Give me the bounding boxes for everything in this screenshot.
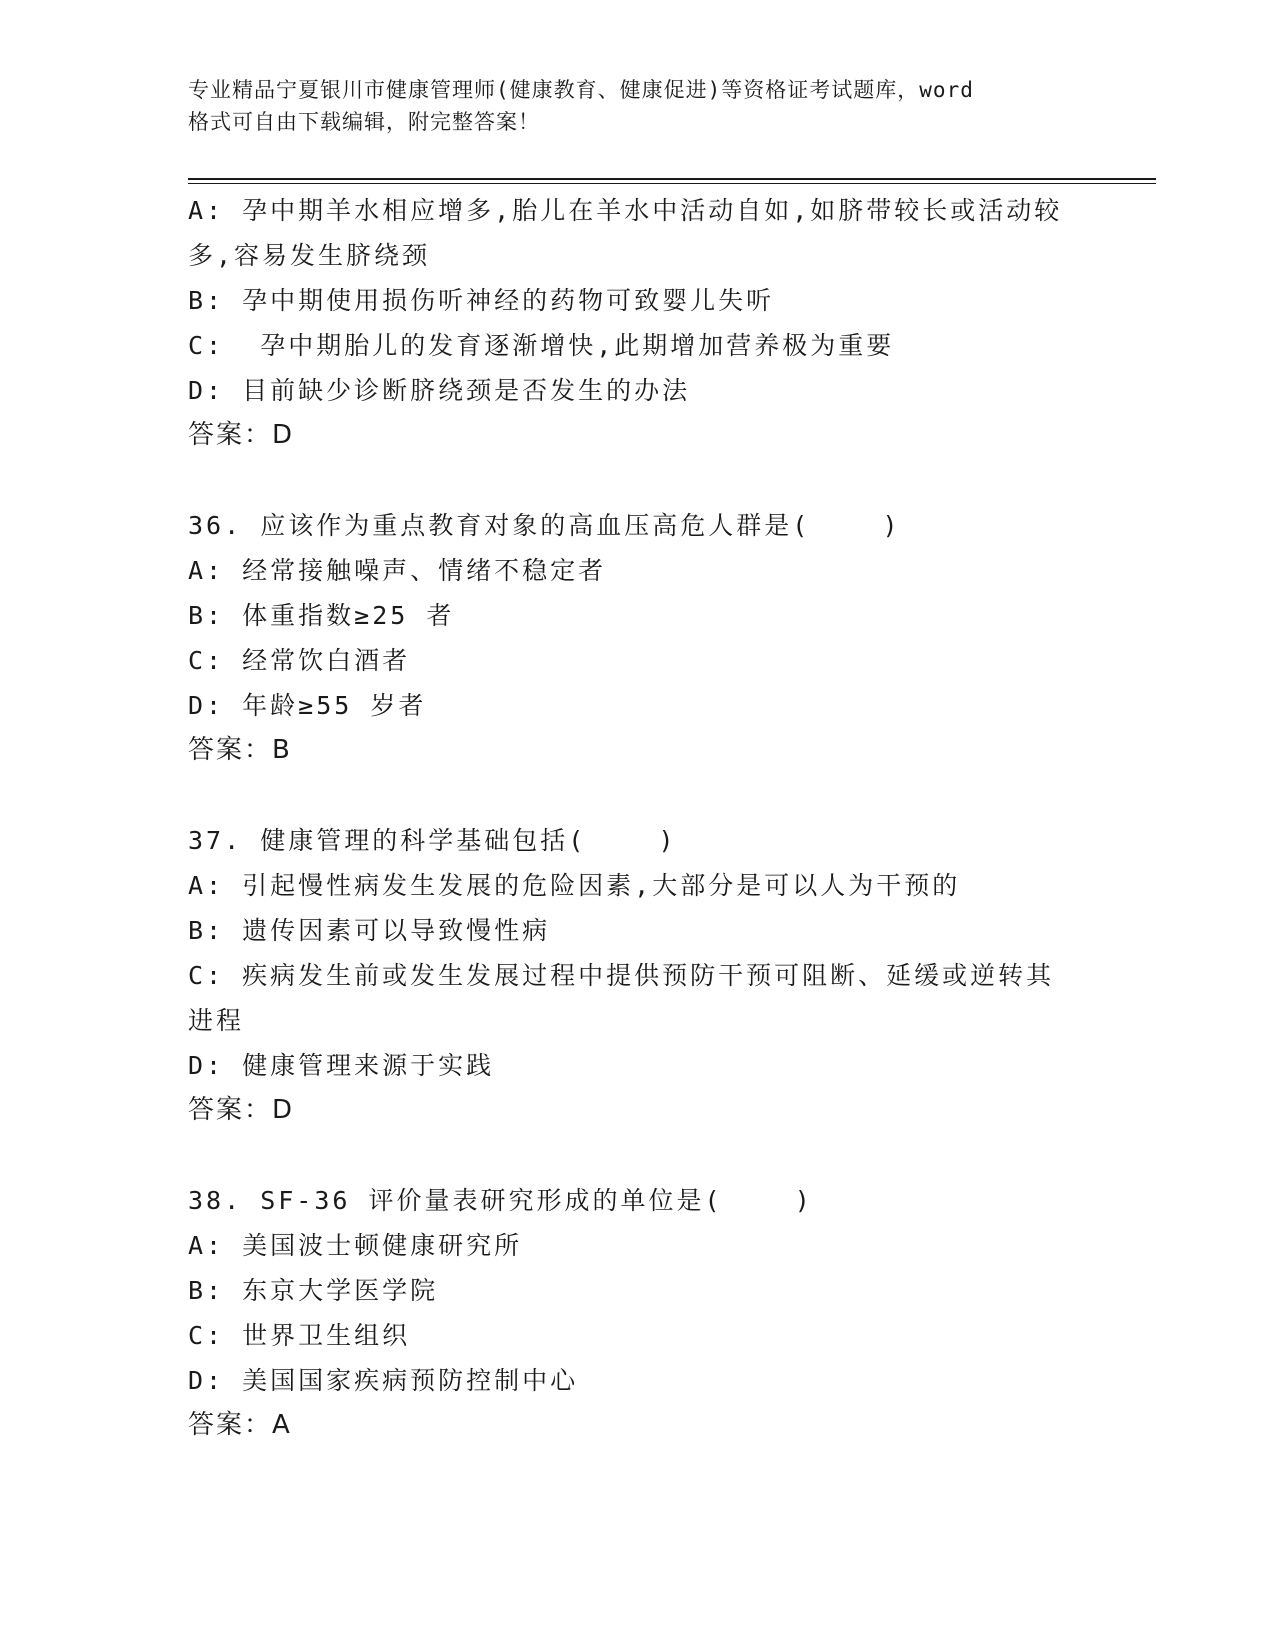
option-a: A: 经常接触噪声、情绪不稳定者 bbox=[188, 556, 607, 585]
question-text: 37. 健康管理的科学基础包括( ) bbox=[188, 826, 677, 855]
option-b: B: 孕中期使用损伤听神经的药物可致婴儿失听 bbox=[188, 286, 775, 315]
block-spacer bbox=[188, 773, 1088, 818]
option-b: B: 体重指数≥25 者 bbox=[188, 601, 455, 630]
header-line-2: 格式可自由下载编辑，附完整答案！ bbox=[188, 110, 540, 134]
document-header bbox=[188, 74, 1088, 138]
option-d: D: 健康管理来源于实践 bbox=[188, 1051, 495, 1080]
option-a-line-1: A: 孕中期羊水相应增多,胎儿在羊水中活动自如,如脐带较长或活动较 bbox=[188, 196, 1063, 225]
question-text: 38. SF-36 评价量表研究形成的单位是( ) bbox=[188, 1186, 813, 1215]
question-text: 36. 应该作为重点教育对象的高血压高危人群是( ) bbox=[188, 511, 901, 540]
question-block-36 bbox=[188, 503, 1088, 773]
option-b: B: 遗传因素可以导致慢性病 bbox=[188, 916, 551, 945]
option-d: D: 目前缺少诊断脐绕颈是否发生的办法 bbox=[188, 376, 691, 405]
answer-label: 答案：A bbox=[188, 1410, 292, 1440]
option-c: C: 孕中期胎儿的发育逐渐增快,此期增加营养极为重要 bbox=[188, 331, 895, 360]
option-c: C: 世界卫生组织 bbox=[188, 1321, 411, 1350]
option-b: B: 东京大学医学院 bbox=[188, 1276, 439, 1305]
block-spacer bbox=[188, 458, 1088, 503]
option-a: A: 美国波士顿健康研究所 bbox=[188, 1231, 523, 1260]
question-block-38 bbox=[188, 1178, 1088, 1448]
answer-label: 答案：D bbox=[188, 1095, 295, 1125]
option-c-line-1: C: 疾病发生前或发生发展过程中提供预防干预可阻断、延缓或逆转其 bbox=[188, 961, 1055, 990]
question-list bbox=[188, 188, 1088, 1448]
question-block-37 bbox=[188, 818, 1088, 1133]
answer-label: 答案：D bbox=[188, 420, 295, 450]
block-spacer bbox=[188, 1133, 1088, 1178]
option-c: C: 经常饮白酒者 bbox=[188, 646, 411, 675]
header-divider-thin bbox=[188, 183, 1156, 184]
option-d: D: 美国国家疾病预防控制中心 bbox=[188, 1366, 579, 1395]
option-a-line-2: 多,容易发生脐绕颈 bbox=[188, 241, 431, 270]
option-d: D: 年龄≥55 岁者 bbox=[188, 691, 427, 720]
header-line-1: 专业精品宁夏银川市健康管理师(健康教育、健康促进)等资格证考试题库，word bbox=[188, 78, 974, 102]
question-block-35 bbox=[188, 188, 1088, 458]
option-c-line-2: 进程 bbox=[188, 1006, 245, 1035]
header-divider-thick bbox=[188, 178, 1156, 180]
answer-label: 答案：B bbox=[188, 735, 292, 765]
option-a: A: 引起慢性病发生发展的危险因素,大部分是可以人为干预的 bbox=[188, 871, 961, 900]
